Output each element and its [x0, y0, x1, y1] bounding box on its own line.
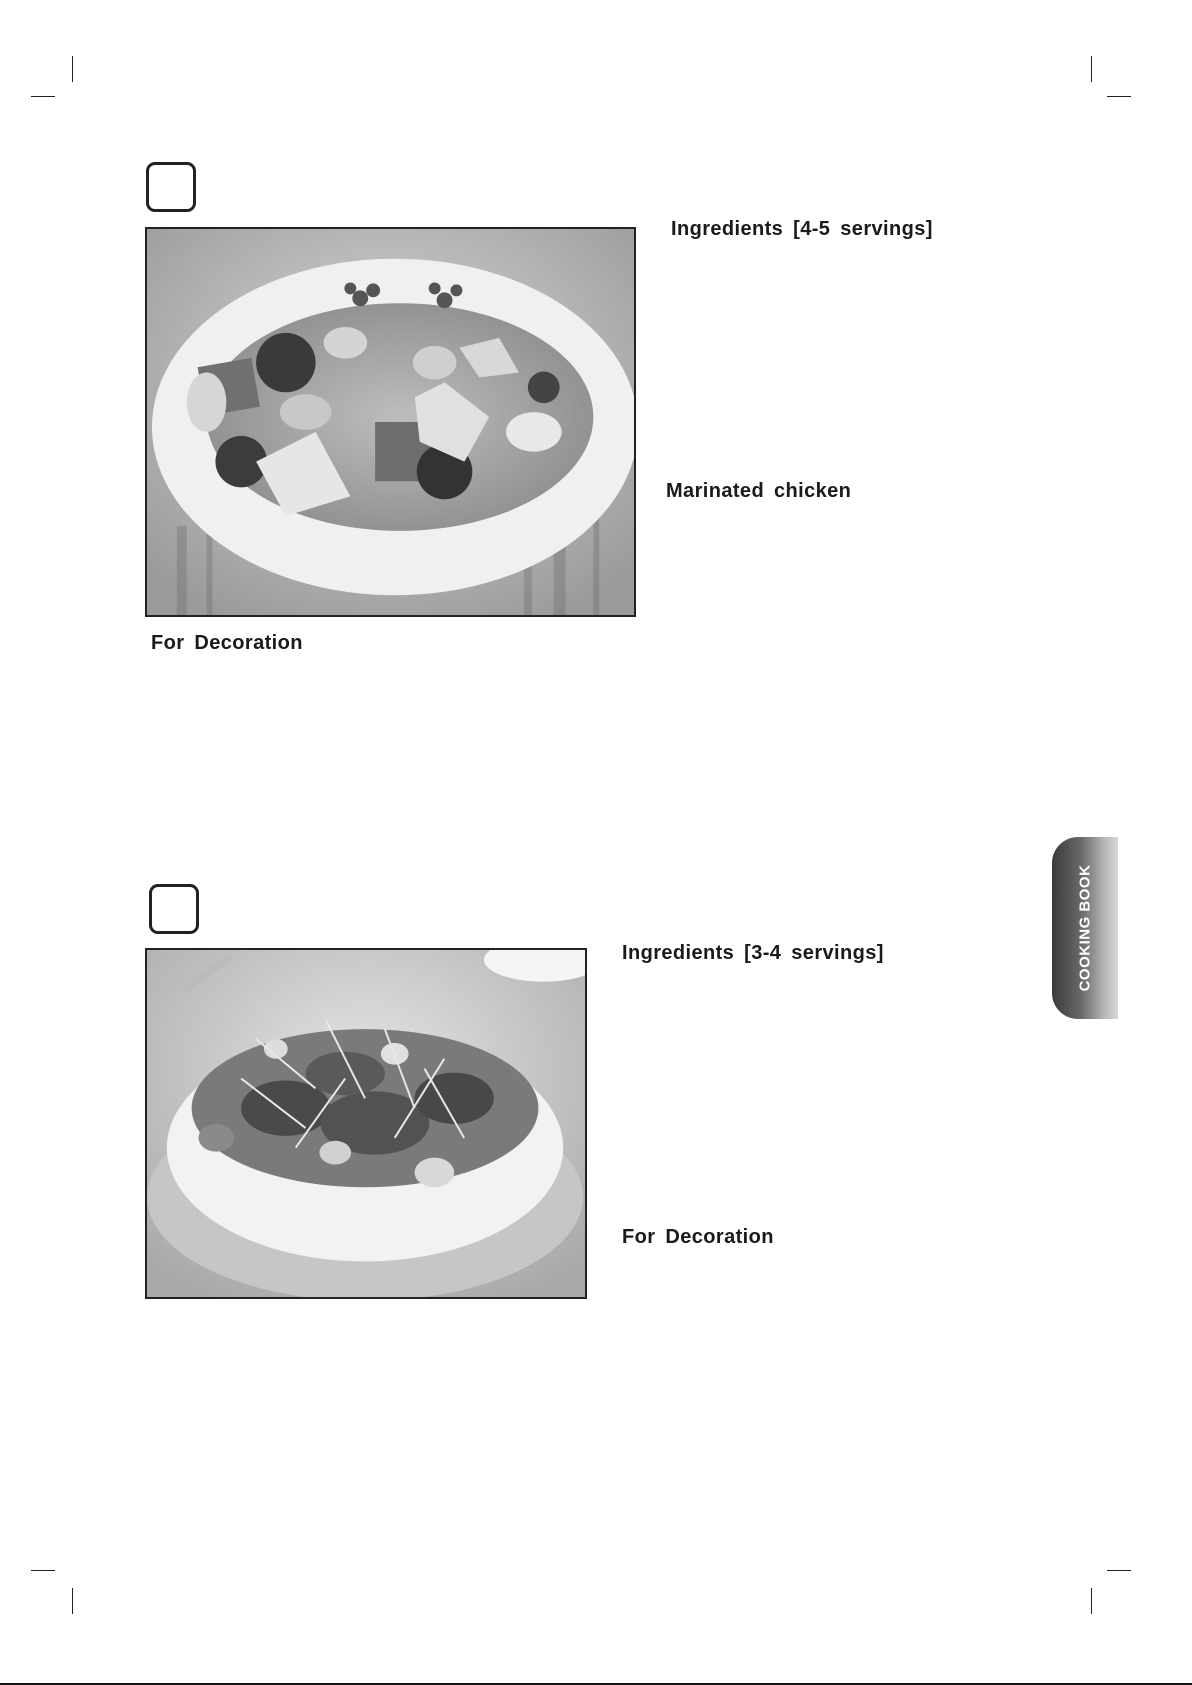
decoration-heading: For Decoration	[622, 1226, 774, 1248]
crop-mark	[1091, 1588, 1092, 1614]
side-tab-label: COOKING BOOK	[1076, 864, 1094, 992]
crop-mark	[31, 1570, 55, 1571]
recipe-photo-soup-bowl	[145, 227, 636, 617]
ingredients-heading: Ingredients [3-4 servings]	[622, 942, 884, 964]
recipe-number-box	[149, 884, 199, 934]
crop-mark	[72, 56, 73, 82]
recipe-number-box	[146, 162, 196, 212]
recipe-photo-beef-bowl	[145, 948, 587, 1299]
crop-mark	[1107, 96, 1131, 97]
ingredients-heading: Ingredients [4-5 servings]	[671, 218, 933, 240]
cooking-book-side-tab	[1052, 837, 1118, 1019]
crop-mark	[1091, 56, 1092, 82]
crop-mark	[72, 1588, 73, 1614]
decoration-heading: For Decoration	[151, 632, 303, 654]
crop-mark	[31, 96, 55, 97]
crop-mark	[1107, 1570, 1131, 1571]
marinated-chicken-heading: Marinated chicken	[666, 480, 852, 502]
